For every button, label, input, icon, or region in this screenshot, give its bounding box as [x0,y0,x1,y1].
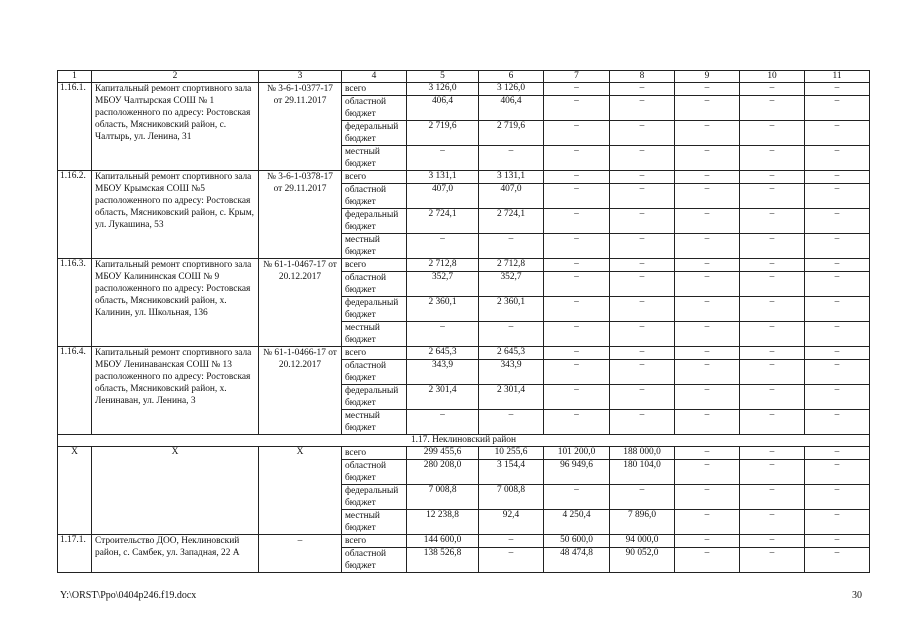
amount-cell: – [544,171,610,184]
amount-cell: – [544,121,610,146]
funding-source-line: бюджет [345,285,376,295]
amount-cell: – [544,297,610,322]
section-row [58,435,870,447]
amount-cell: 2 301,4 [407,385,479,410]
amount-cell: – [610,259,675,272]
amount-cell: – [740,385,805,410]
amount-cell: – [740,171,805,184]
amount-cell: – [675,272,740,297]
table-row [58,447,870,460]
amount-cell: 96 949,6 [544,460,610,485]
amount-cell: – [544,96,610,121]
column-number: 4 [342,71,407,83]
amount-cell: – [610,184,675,209]
footer-page-number: 30 [852,590,862,601]
amount-cell: 2 360,1 [407,297,479,322]
item-code: 1.16.4. [58,347,92,435]
column-number: 11 [805,71,870,83]
amount-cell: – [407,234,479,259]
amount-cell: 92,4 [479,510,544,535]
item-name: Х [92,447,259,535]
funding-source-line: бюджет [345,134,376,144]
amount-cell: 2 719,6 [407,121,479,146]
amount-cell: – [805,447,870,460]
table-row [58,83,870,96]
amount-cell: – [544,347,610,360]
amount-cell: – [805,485,870,510]
amount-cell: 280 208,0 [407,460,479,485]
amount-cell: 90 052,0 [610,548,675,573]
funding-source [342,548,407,573]
column-number: 3 [259,71,342,83]
funding-source [342,510,407,535]
item-code: 1.16.3. [58,259,92,347]
amount-cell: – [805,259,870,272]
amount-cell: 7 008,8 [479,485,544,510]
amount-cell: – [544,272,610,297]
funding-source-line: федеральный [345,386,399,396]
amount-cell: – [675,548,740,573]
amount-cell: – [610,209,675,234]
amount-cell: – [805,410,870,435]
funding-source-line: бюджет [345,310,376,320]
amount-cell: – [805,83,870,96]
amount-cell: – [675,83,740,96]
amount-cell: – [805,96,870,121]
amount-cell: – [479,535,544,548]
amount-cell: – [544,184,610,209]
amount-cell: 2 645,3 [407,347,479,360]
amount-cell: 3 131,1 [479,171,544,184]
funding-source-line: областной [345,361,387,371]
amount-cell: – [610,272,675,297]
amount-cell: 2 712,8 [407,259,479,272]
amount-cell: 3 131,1 [407,171,479,184]
amount-cell: – [675,347,740,360]
amount-cell: – [675,460,740,485]
amount-cell: – [805,360,870,385]
amount-cell: 7 896,0 [610,510,675,535]
table-row [58,259,870,272]
funding-source-line: областной [345,185,387,195]
amount-cell: – [805,297,870,322]
amount-cell: 343,9 [407,360,479,385]
amount-cell: 2 719,6 [479,121,544,146]
amount-cell: – [675,121,740,146]
funding-source-line: областной [345,461,387,471]
amount-cell: – [740,259,805,272]
amount-cell: 299 455,6 [407,447,479,460]
amount-cell: 406,4 [479,96,544,121]
amount-cell: – [740,121,805,146]
funding-source-line: бюджет [345,159,376,169]
amount-cell: 180 104,0 [610,460,675,485]
funding-source-line: бюджет [345,473,376,483]
amount-cell: – [740,322,805,347]
amount-cell: 12 238,8 [407,510,479,535]
amount-cell: – [740,184,805,209]
item-document: Х [259,447,342,535]
amount-cell: – [740,146,805,171]
amount-cell: – [675,360,740,385]
amount-cell: 3 154,4 [479,460,544,485]
amount-cell: – [675,184,740,209]
amount-cell: – [675,322,740,347]
amount-cell: – [805,209,870,234]
amount-cell: – [610,385,675,410]
amount-cell: – [407,146,479,171]
item-name: Капитальный ремонт спортивного зала МБОУ Крымская СОШ №5 расположенного по адресу: Ростовская область, Мясниковский район, с. Крым, ул. Лукашина, 53 [92,171,259,259]
amount-cell: 7 008,8 [407,485,479,510]
amount-cell: – [675,485,740,510]
amount-cell: – [544,234,610,259]
table-row [58,535,870,548]
amount-cell: – [675,259,740,272]
amount-cell: – [610,485,675,510]
item-code: 1.16.2. [58,171,92,259]
item-document: № 61-1-0467-17 от 20.12.2017 [259,259,342,347]
amount-cell: – [675,234,740,259]
funding-source-line: бюджет [345,335,376,345]
amount-cell: – [805,510,870,535]
funding-source-line: областной [345,273,387,283]
item-document: № 3-6-1-0377-17 от 29.11.2017 [259,83,342,171]
amount-cell: – [740,347,805,360]
amount-cell: – [805,272,870,297]
amount-cell: – [675,535,740,548]
amount-cell: – [740,209,805,234]
amount-cell: – [740,510,805,535]
amount-cell: – [805,184,870,209]
funding-source [342,184,407,209]
amount-cell: 50 600,0 [544,535,610,548]
funding-source-line: бюджет [345,523,376,533]
item-name: Капитальный ремонт спортивного зала МБОУ Калининская СОШ № 9 расположенного по адресу: Ростовская область, Мясниковский район, х. Калинин, ул. Школьная, 136 [92,259,259,347]
amount-cell: – [740,447,805,460]
amount-cell: 2 301,4 [479,385,544,410]
amount-cell: 101 200,0 [544,447,610,460]
amount-cell: 2 724,1 [407,209,479,234]
amount-cell: – [805,347,870,360]
amount-cell: – [479,234,544,259]
amount-cell: – [805,121,870,146]
amount-cell: 94 000,0 [610,535,675,548]
funding-source: всего [342,259,407,272]
amount-cell: 343,9 [479,360,544,385]
amount-cell: – [544,259,610,272]
amount-cell: – [544,322,610,347]
amount-cell: 144 600,0 [407,535,479,548]
funding-source-line: местный [345,147,380,157]
amount-cell: – [805,385,870,410]
amount-cell: – [610,121,675,146]
amount-cell: – [740,297,805,322]
footer-file-path: Y:\ORST\Ppo\0404p246.f19.docx [60,590,197,601]
funding-source: всего [342,347,407,360]
amount-cell: 407,0 [479,184,544,209]
funding-source-line: бюджет [345,561,376,571]
amount-cell: 352,7 [407,272,479,297]
amount-cell: – [610,347,675,360]
amount-cell: – [479,548,544,573]
amount-cell: – [740,234,805,259]
funding-source: всего [342,535,407,548]
header-row [58,71,870,83]
amount-cell: 10 255,6 [479,447,544,460]
amount-cell: – [675,410,740,435]
funding-source [342,121,407,146]
amount-cell: – [675,385,740,410]
amount-cell: 3 126,0 [407,83,479,96]
amount-cell: – [740,460,805,485]
funding-source: всего [342,171,407,184]
amount-cell: – [805,171,870,184]
column-number: 10 [740,71,805,83]
amount-cell: – [479,410,544,435]
amount-cell: 2 645,3 [479,347,544,360]
section-title: 1.17. Неклиновский район [58,435,870,447]
funding-source [342,146,407,171]
funding-source-line: областной [345,97,387,107]
column-number: 2 [92,71,259,83]
funding-source-line: местный [345,511,380,521]
table-row [58,347,870,360]
funding-source [342,272,407,297]
amount-cell: 407,0 [407,184,479,209]
item-document: № 3-6-1-0378-17 от 29.11.2017 [259,171,342,259]
amount-cell: 2 360,1 [479,297,544,322]
amount-cell: – [544,209,610,234]
amount-cell: – [610,360,675,385]
amount-cell: – [610,297,675,322]
funding-source [342,297,407,322]
amount-cell: – [610,96,675,121]
amount-cell: – [805,535,870,548]
amount-cell: – [740,272,805,297]
amount-cell: – [740,485,805,510]
amount-cell: – [740,96,805,121]
amount-cell: – [479,146,544,171]
amount-cell: – [675,297,740,322]
table-row [58,171,870,184]
funding-source-line: бюджет [345,373,376,383]
amount-cell: – [407,322,479,347]
amount-cell: – [805,322,870,347]
amount-cell: – [675,171,740,184]
funding-source-line: федеральный [345,486,399,496]
amount-cell: – [610,322,675,347]
amount-cell: – [544,83,610,96]
item-document: № 61-1-0466-17 от 20.12.2017 [259,347,342,435]
funding-source [342,485,407,510]
funding-source-line: федеральный [345,122,399,132]
funding-source [342,385,407,410]
item-name: Капитальный ремонт спортивного зала МБОУ Чалтырская СОШ № 1 расположенного по адресу: Ростовская область, Мясниковский район, с. Чалтырь, ул. Ленина, 31 [92,83,259,171]
item-code: 1.17.1. [58,535,92,573]
amount-cell: 48 474,8 [544,548,610,573]
column-number: 7 [544,71,610,83]
funding-source: всего [342,447,407,460]
amount-cell: 352,7 [479,272,544,297]
item-document: – [259,535,342,573]
amount-cell: – [544,385,610,410]
amount-cell: 2 724,1 [479,209,544,234]
funding-source-line: бюджет [345,197,376,207]
amount-cell: – [740,83,805,96]
item-code: Х [58,447,92,535]
funding-source-line: федеральный [345,298,399,308]
amount-cell: 188 000,0 [610,447,675,460]
amount-cell: – [544,410,610,435]
amount-cell: – [479,322,544,347]
amount-cell: – [740,360,805,385]
funding-source-line: местный [345,411,380,421]
funding-source [342,460,407,485]
amount-cell: – [610,83,675,96]
amount-cell: 3 126,0 [479,83,544,96]
amount-cell: – [740,535,805,548]
amount-cell: 2 712,8 [479,259,544,272]
item-name: Строительство ДОО, Неклиновский район, с. Самбек, ул. Западная, 22 А [92,535,259,573]
funding-source [342,322,407,347]
column-number: 8 [610,71,675,83]
amount-cell: – [740,410,805,435]
funding-source-line: бюджет [345,247,376,257]
amount-cell: – [610,234,675,259]
funding-source [342,360,407,385]
amount-cell: – [675,447,740,460]
amount-cell: – [675,146,740,171]
funding-source-line: местный [345,323,380,333]
amount-cell: – [805,146,870,171]
amount-cell: – [740,548,805,573]
funding-source [342,96,407,121]
column-number: 5 [407,71,479,83]
amount-cell: – [805,234,870,259]
amount-cell: 4 250,4 [544,510,610,535]
amount-cell: – [544,485,610,510]
amount-cell: – [544,146,610,171]
amount-cell: 138 526,8 [407,548,479,573]
funding-source-line: бюджет [345,398,376,408]
amount-cell: – [675,96,740,121]
item-code: 1.16.1. [58,83,92,171]
funding-source-line: местный [345,235,380,245]
amount-cell: 406,4 [407,96,479,121]
amount-cell: – [675,209,740,234]
funding-source-line: бюджет [345,498,376,508]
column-number: 1 [58,71,92,83]
funding-source-line: областной [345,549,387,559]
amount-cell: – [610,410,675,435]
budget-table [57,70,870,573]
amount-cell: – [407,410,479,435]
amount-cell: – [610,146,675,171]
amount-cell: – [610,171,675,184]
item-name: Капитальный ремонт спортивного зала МБОУ Ленинаванская СОШ № 13 расположенного по адресу: Ростовская область, Мясниковский район, х. Ленинаван, ул. Ленина, 3 [92,347,259,435]
funding-source-line: бюджет [345,109,376,119]
funding-source: всего [342,83,407,96]
funding-source-line: бюджет [345,423,376,433]
amount-cell: – [805,460,870,485]
column-number: 6 [479,71,544,83]
funding-source [342,209,407,234]
amount-cell: – [675,510,740,535]
amount-cell: – [544,360,610,385]
funding-source [342,234,407,259]
column-number: 9 [675,71,740,83]
amount-cell: – [805,548,870,573]
funding-source [342,410,407,435]
funding-source-line: федеральный [345,210,399,220]
funding-source-line: бюджет [345,222,376,232]
